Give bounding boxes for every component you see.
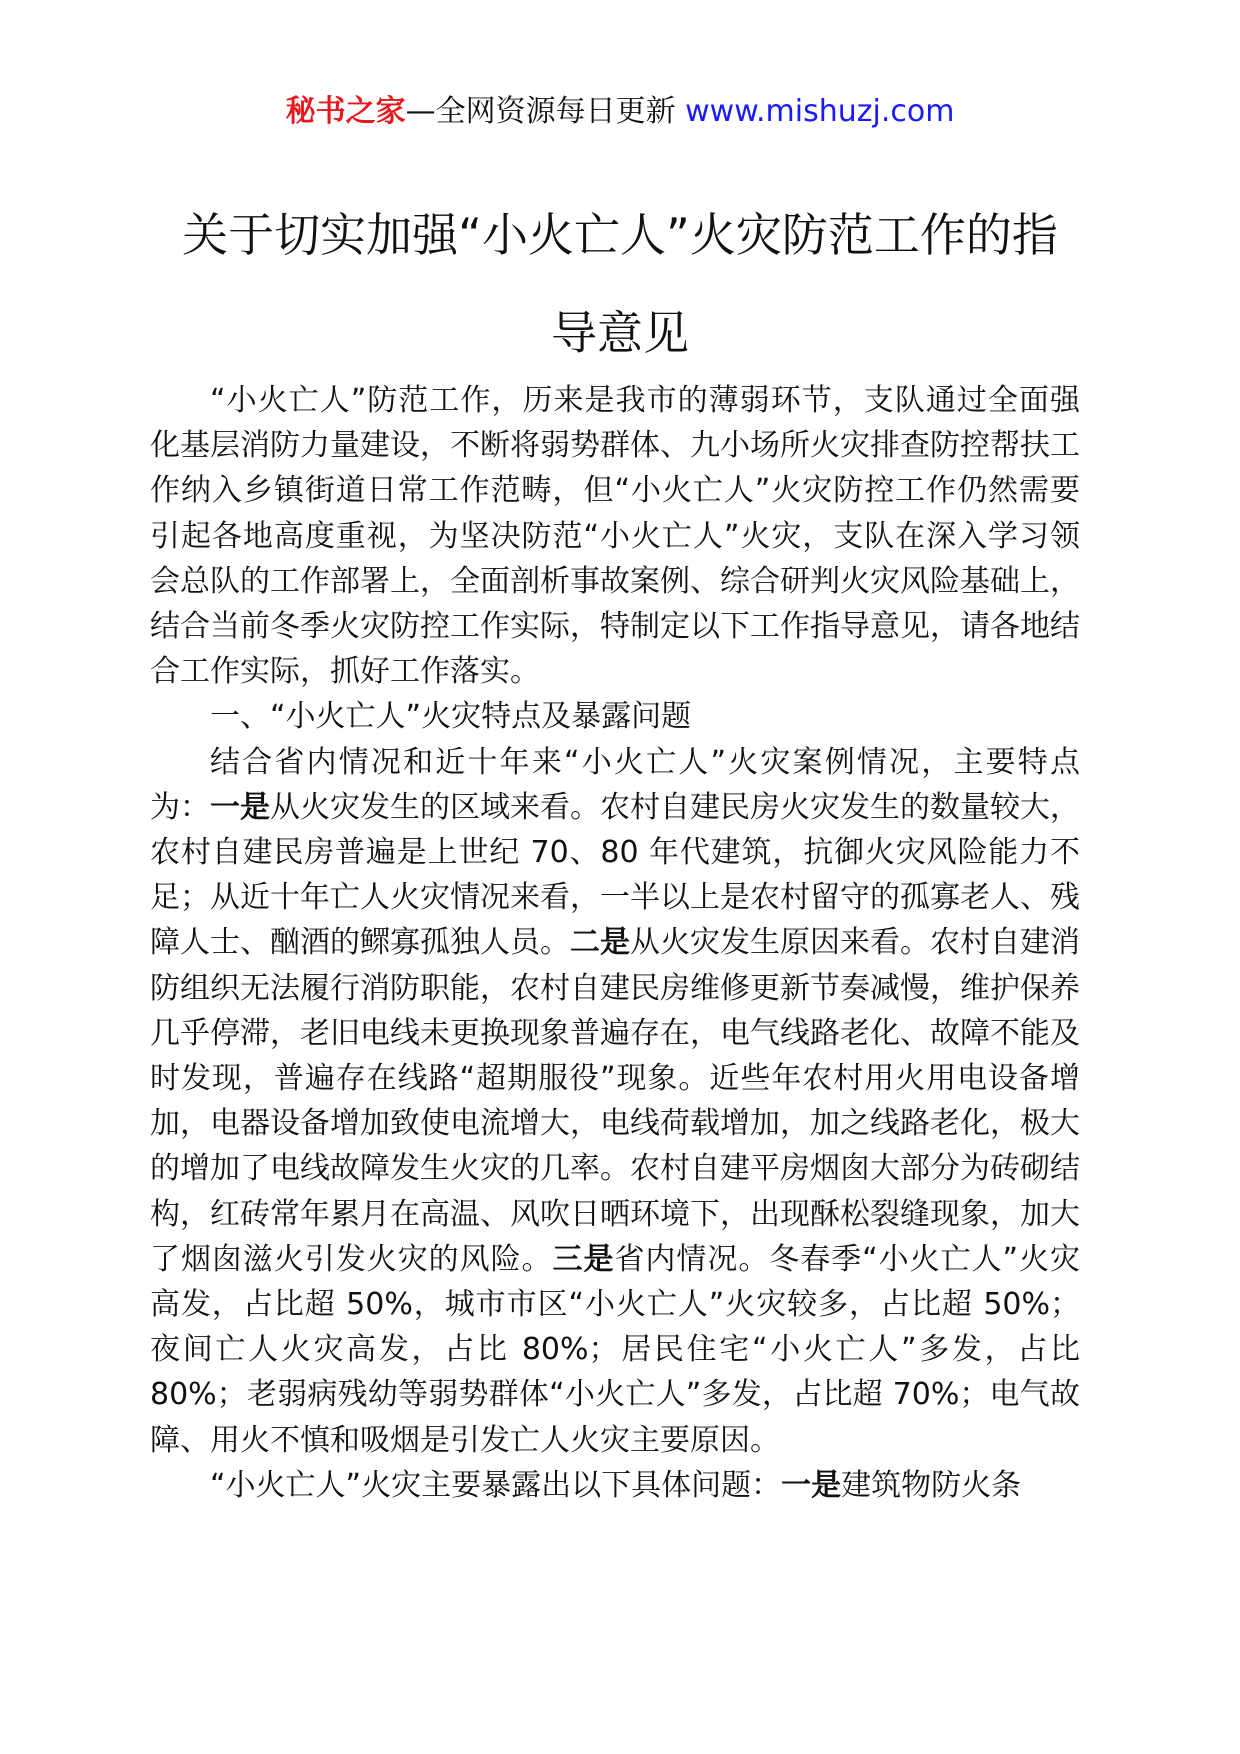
paragraph-text: 结合省内情况和近十年来“小火亡人”火灾案例情况，主要特点为： <box>150 744 1080 825</box>
problems-paragraph <box>150 1463 1080 1508</box>
header-tagline: —全网资源每日更新 <box>405 94 676 129</box>
paragraph-text: 省内情况。冬春季“小火亡人”火灾高发，占比超 50%，城市市区“小火亡人”火灾较多，占比超 50%；夜间亡人火灾高发，占比 80%；居民住宅“小火亡人”多发，占比 80%；老弱病残幼等弱势群体“小火亡人”多发，占比超 70%；电气故障、用火不慎和吸烟是引发亡人火灾主要原因。 <box>150 1241 1081 1458</box>
point-marker-2: 二是 <box>570 925 630 961</box>
characteristics-paragraph <box>150 740 1080 1463</box>
paragraph-text: 建筑物防火条 <box>841 1467 1022 1503</box>
intro-paragraph: “小火亡人”防范工作，历来是我市的薄弱环节，支队通过全面强化基层消防力量建设，不断将弱势群体、九小场所火灾排查防控帮扶工作纳入乡镇街道日常工作范畴，但“小火亡人”火灾防控工作仍然需要引起各地高度重视，为坚决防范“小火亡人”火灾，支队在深入学习领会总队的工作部署上，全面剖析事故案例、综合研判火灾风险基础上，结合当前冬季火灾防控工作实际，特制定以下工作指导意见，请各地结合工作实际，抓好工作落实。 <box>150 383 1080 690</box>
document-title-line-2: 导意见 <box>551 306 689 360</box>
paragraph-text: 从火灾发生原因来看。农村自建消防组织无法履行消防职能，农村自建民房维修更新节奏减慢，维护保养几乎停滞，老旧电线未更换现象普遍存在，电气线路老化、故障不能及时发现，普遍存在线路“超期服役”现象。近些年农村用火用电设备增加，电器设备增加致使电流增大，电线荷载增加，加之线路老化，极大的增加了电线故障发生火灾的几率。农村自建平房烟囱大部分为砖砌结构，红砖常年累月在高温、风吹日晒环境下，出现酥松裂缝现象，加大了烟囱滋火引发火灾的风险。 <box>150 925 1080 1277</box>
document-title-line-1: 关于切实加强“小火亡人”火灾防范工作的指 <box>182 208 1058 262</box>
point-marker-1: 一是 <box>210 789 270 825</box>
document-body <box>150 378 1080 1508</box>
point-marker-3: 三是 <box>552 1241 615 1277</box>
document-title <box>140 186 1100 382</box>
brand-name: 秘书之家 <box>285 94 406 129</box>
paragraph-text: 从火灾发生的区域来看。农村自建民房火灾发生的数量较大，农村自建民房普遍是上世纪 70、80 年代建筑，抗御火灾风险能力不足；从近十年亡人火灾情况来看，一半以上是农村留守的孤寡老人、残障人士、酗酒的鳏寡孤独人员。 <box>150 789 1080 961</box>
page-header <box>0 92 1240 132</box>
section-heading-1: 一、“小火亡人”火灾特点及暴露问题 <box>210 699 692 735</box>
site-url-link[interactable]: www.mishuzj.com <box>685 94 955 129</box>
point-marker-1: 一是 <box>781 1467 842 1503</box>
paragraph-text: “小火亡人”火灾主要暴露出以下具体问题： <box>210 1467 782 1503</box>
